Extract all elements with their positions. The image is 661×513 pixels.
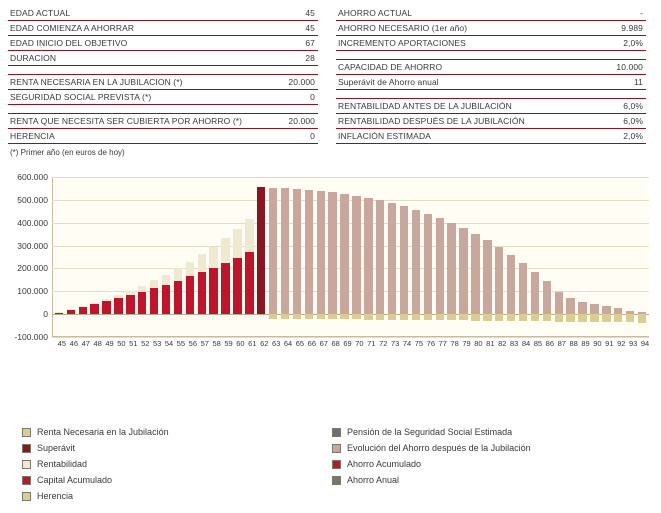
bar-column <box>293 177 301 337</box>
x-tick-label: 90 <box>593 339 602 348</box>
bar-segment <box>424 314 432 320</box>
bar-segment <box>352 196 360 314</box>
table-row <box>8 36 318 51</box>
legend-swatch-icon <box>22 444 31 453</box>
table-spacer <box>336 90 646 99</box>
bar-segment <box>79 307 87 314</box>
bar-segment <box>221 238 229 263</box>
x-tick-label: 56 <box>188 339 198 348</box>
bar-segment <box>412 314 420 320</box>
bar-segment <box>102 299 110 301</box>
x-tick-label: 57 <box>200 339 209 348</box>
y-tick-label: 300.000 <box>17 240 48 251</box>
bar-segment <box>221 263 229 314</box>
bar-column <box>471 177 479 337</box>
x-tick-label: 53 <box>152 339 162 348</box>
bar-column <box>328 177 336 337</box>
bar-segment <box>126 291 134 296</box>
bar-column <box>400 177 408 337</box>
bar-segment <box>79 306 87 307</box>
row-value: 67 <box>245 36 318 51</box>
bar-segment <box>364 198 372 314</box>
x-tick-label: 71 <box>367 339 376 348</box>
bar-column <box>162 177 170 337</box>
row-value: 6,0% <box>563 114 646 129</box>
x-tick-label: 50 <box>117 339 126 348</box>
bar-column <box>447 177 455 337</box>
legend-item <box>332 440 642 456</box>
row-label: AHORRO ACTUAL <box>336 6 563 21</box>
bar-segment <box>519 263 527 314</box>
bar-segment <box>614 314 622 322</box>
bar-segment <box>424 214 432 315</box>
x-tick-label: 58 <box>212 339 221 348</box>
table-row <box>8 114 318 129</box>
legend-label: Ahorro Anual <box>347 475 400 485</box>
x-tick-label: 91 <box>605 339 614 348</box>
x-tick-label: 87 <box>557 339 566 348</box>
bar-column <box>79 177 87 337</box>
bar-segment <box>245 219 253 252</box>
legend-item <box>22 488 332 504</box>
bar-segment <box>566 298 574 314</box>
legend-swatch-icon <box>332 428 341 437</box>
bar-column <box>436 177 444 337</box>
legend-column-right <box>332 424 642 504</box>
bar-segment <box>233 229 241 258</box>
bar-segment <box>626 314 634 322</box>
bar-column <box>519 177 527 337</box>
bar-segment <box>340 194 348 314</box>
x-tick-label: 94 <box>640 339 650 348</box>
x-tick-label: 84 <box>521 339 531 348</box>
bar-segment <box>376 200 384 314</box>
bar-column <box>412 177 420 337</box>
bar-segment <box>590 314 598 322</box>
bar-column <box>317 177 325 337</box>
x-tick-label: 69 <box>343 339 352 348</box>
row-value: 6,0% <box>563 99 646 114</box>
bar-segment <box>269 314 277 319</box>
bar-segment <box>471 314 479 320</box>
row-value: 0 <box>245 129 318 144</box>
legend-item <box>22 472 332 488</box>
row-label: EDAD ACTUAL <box>8 6 245 21</box>
x-tick-label: 66 <box>307 339 317 348</box>
bar-segment <box>471 234 479 314</box>
x-tick-label: 89 <box>581 339 590 348</box>
bar-column <box>376 177 384 337</box>
bar-segment <box>138 292 146 314</box>
bar-segment <box>186 276 194 314</box>
bar-segment <box>67 309 75 314</box>
table-row <box>8 6 318 21</box>
bar-column <box>233 177 241 337</box>
row-label: Superávit de Ahorro anual <box>336 75 563 90</box>
table-row <box>336 75 646 90</box>
bar-column <box>186 177 194 337</box>
legend-swatch-icon <box>22 460 31 469</box>
bar-column <box>55 177 63 337</box>
bar-segment <box>198 272 206 314</box>
bar-segment <box>150 280 158 288</box>
y-tick-label: 0 <box>43 309 48 320</box>
x-tick-label: 75 <box>414 339 424 348</box>
x-tick-label: 61 <box>248 339 257 348</box>
bar-column <box>531 177 539 337</box>
row-label: HERENCIA <box>8 129 245 144</box>
bar-segment <box>340 314 348 319</box>
legend-item <box>332 472 642 488</box>
x-tick-label: 45 <box>57 339 67 348</box>
footnote: (*) Primer año (en euros de hoy) <box>10 148 125 157</box>
table-row <box>336 114 646 129</box>
bar-segment <box>483 240 491 314</box>
legend-label: Renta Necesaria en la Jubilación <box>37 427 169 437</box>
bar-segment <box>352 314 360 319</box>
row-label: RENTA NECESARIA EN LA JUBILACION (*) <box>8 75 245 90</box>
bar-segment <box>364 314 372 319</box>
x-tick-label: 51 <box>129 339 138 348</box>
x-axis-labels <box>53 339 648 351</box>
bar-column <box>495 177 503 337</box>
bar-column <box>281 177 289 337</box>
x-tick-label: 46 <box>69 339 79 348</box>
bar-column <box>126 177 134 337</box>
legend-item <box>22 456 332 472</box>
row-value: 2,0% <box>563 129 646 144</box>
legend-item <box>332 424 642 440</box>
bar-segment <box>317 314 325 319</box>
bar-segment <box>376 314 384 319</box>
bar-column <box>67 177 75 337</box>
bar-column <box>90 177 98 337</box>
bar-segment <box>507 255 515 315</box>
legend-swatch-icon <box>22 492 31 501</box>
row-label: CAPACIDAD DE AHORRO <box>336 60 563 75</box>
bar-segment <box>566 314 574 321</box>
x-tick-label: 72 <box>379 339 388 348</box>
bar-segment <box>257 187 265 314</box>
bar-segment <box>186 262 194 277</box>
bar-segment <box>519 314 527 321</box>
bar-segment <box>400 314 408 320</box>
legend-swatch-icon <box>332 476 341 485</box>
bar-column <box>150 177 158 337</box>
x-tick-label: 59 <box>224 339 233 348</box>
bar-segment <box>233 258 241 314</box>
row-value: 0 <box>245 90 318 105</box>
row-value: 45 <box>245 21 318 36</box>
x-tick-label: 55 <box>176 339 186 348</box>
y-tick-label: 400.000 <box>17 217 48 228</box>
bar-column <box>352 177 360 337</box>
bar-segment <box>412 210 420 314</box>
bar-segment <box>150 288 158 314</box>
x-tick-label: 65 <box>295 339 305 348</box>
bar-segment <box>114 295 122 298</box>
row-label: RENTABILIDAD ANTES DE LA JUBILACIÓN <box>336 99 563 114</box>
bar-column <box>245 177 253 337</box>
bar-column <box>364 177 372 337</box>
row-label: SEGURIDAD SOCIAL PREVISTA (*) <box>8 90 245 105</box>
row-value: 28 <box>245 51 318 66</box>
table-row <box>336 6 646 21</box>
parameters-right-column <box>336 6 646 157</box>
x-tick-label: 79 <box>462 339 471 348</box>
bar-segment <box>198 254 206 272</box>
bar-column <box>602 177 610 337</box>
legend-label: Rentabilidad <box>37 459 88 469</box>
legend-item <box>22 440 332 456</box>
bar-segment <box>305 314 313 319</box>
x-tick-label: 54 <box>164 339 174 348</box>
x-tick-label: 74 <box>402 339 412 348</box>
bar-column <box>114 177 122 337</box>
bar-segment <box>126 295 134 314</box>
bar-column <box>221 177 229 337</box>
bar-column <box>626 177 634 337</box>
x-tick-label: 70 <box>355 339 364 348</box>
x-tick-label: 78 <box>450 339 459 348</box>
table-row <box>336 129 646 144</box>
bar-segment <box>317 191 325 314</box>
legend-swatch-icon <box>22 476 31 485</box>
bar-segment <box>174 281 182 315</box>
x-tick-label: 49 <box>105 339 114 348</box>
row-value: 2,0% <box>563 36 646 51</box>
bar-segment <box>245 252 253 314</box>
table-row <box>8 75 318 90</box>
bar-column <box>198 177 206 337</box>
x-tick-label: 52 <box>141 339 150 348</box>
y-tick-label: 100.000 <box>17 286 48 297</box>
bar-segment <box>495 247 503 314</box>
x-tick-label: 67 <box>319 339 328 348</box>
bar-series <box>53 177 648 337</box>
bar-segment <box>459 314 467 320</box>
table-row <box>8 51 318 66</box>
row-label: EDAD COMIENZA A AHORRAR <box>8 21 245 36</box>
bar-column <box>614 177 622 337</box>
x-tick-label: 68 <box>331 339 340 348</box>
table-row <box>8 21 318 36</box>
x-tick-label: 92 <box>617 339 626 348</box>
retirement-savings-chart <box>0 167 661 372</box>
gridline <box>52 337 649 338</box>
bar-segment <box>138 286 146 292</box>
bar-segment <box>531 314 539 321</box>
legend-swatch-icon <box>332 460 341 469</box>
bar-segment <box>328 314 336 319</box>
y-tick-label: 500.000 <box>17 194 48 205</box>
bar-segment <box>543 281 551 314</box>
table-row <box>336 21 646 36</box>
bar-segment <box>400 206 408 314</box>
legend-label: Evolución del Ahorro después de la Jubilación <box>347 443 531 453</box>
bar-segment <box>531 272 539 315</box>
bar-segment <box>388 314 396 320</box>
row-label: AHORRO NECESARIO (1er año) <box>336 21 563 36</box>
bar-segment <box>555 292 563 314</box>
right-table <box>336 6 646 144</box>
row-value: 11 <box>563 75 646 90</box>
bar-segment <box>388 203 396 314</box>
bar-segment <box>555 314 563 321</box>
x-tick-label: 62 <box>260 339 269 348</box>
legend-item <box>22 424 332 440</box>
bar-segment <box>305 190 313 314</box>
legend-label: Pensión de la Seguridad Social Estimada <box>347 427 513 437</box>
x-tick-label: 82 <box>498 339 507 348</box>
row-value: 9.989 <box>563 21 646 36</box>
x-tick-label: 64 <box>283 339 293 348</box>
bar-column <box>543 177 551 337</box>
bar-segment <box>293 189 301 314</box>
bar-column <box>424 177 432 337</box>
bar-segment <box>638 314 646 322</box>
x-tick-label: 86 <box>545 339 555 348</box>
bar-segment <box>602 314 610 322</box>
row-label: EDAD INICIO DEL OBJETIVO <box>8 36 245 51</box>
bar-segment <box>102 301 110 314</box>
chart-legend <box>22 424 642 504</box>
parameters-left-column <box>8 6 318 157</box>
row-value: 20.000 <box>245 75 318 90</box>
row-value: 45 <box>245 6 318 21</box>
bar-segment <box>447 314 455 320</box>
x-tick-label: 76 <box>426 339 436 348</box>
table-spacer <box>8 105 318 114</box>
legend-label: Ahorro Acumulado <box>347 459 422 469</box>
bar-segment <box>483 314 491 321</box>
legend-column-left <box>22 424 332 504</box>
bar-segment <box>590 304 598 314</box>
row-label: INCREMENTO APORTACIONES <box>336 36 563 51</box>
table-row <box>336 60 646 75</box>
x-tick-label: 48 <box>93 339 102 348</box>
row-value: - <box>563 6 646 21</box>
bar-column <box>174 177 182 337</box>
bar-segment <box>269 188 277 314</box>
bar-column <box>507 177 515 337</box>
bar-segment <box>114 298 122 314</box>
x-tick-label: 77 <box>438 339 447 348</box>
row-label: RENTA QUE NECESITA SER CUBIERTA POR AHORRO (*) <box>8 114 245 129</box>
bar-column <box>102 177 110 337</box>
x-tick-label: 63 <box>271 339 281 348</box>
bar-segment <box>281 188 289 314</box>
y-tick-label: 600.000 <box>17 172 48 182</box>
legend-label: Herencia <box>37 491 74 501</box>
bar-column <box>483 177 491 337</box>
x-tick-label: 73 <box>390 339 400 348</box>
parameters-tables <box>0 0 661 157</box>
bar-segment <box>459 228 467 314</box>
x-tick-label: 60 <box>236 339 245 348</box>
table-row <box>336 36 646 51</box>
row-label: RENTABILIDAD DESPUÉS DE LA JUBILACIÓN <box>336 114 563 129</box>
bar-column <box>590 177 598 337</box>
bar-segment <box>578 302 586 315</box>
bar-column <box>138 177 146 337</box>
bar-column <box>388 177 396 337</box>
x-tick-label: 85 <box>533 339 543 348</box>
bar-column <box>340 177 348 337</box>
x-tick-label: 81 <box>486 339 495 348</box>
bar-segment <box>578 314 586 322</box>
bar-segment <box>602 306 610 314</box>
bar-column <box>566 177 574 337</box>
bar-column <box>578 177 586 337</box>
bar-segment <box>281 314 289 319</box>
bar-column <box>638 177 646 337</box>
bar-segment <box>162 285 170 315</box>
bar-segment <box>90 304 98 314</box>
bar-column <box>257 177 265 337</box>
row-value: 10.000 <box>563 60 646 75</box>
legend-item <box>332 456 642 472</box>
table-row <box>8 129 318 144</box>
bar-segment <box>507 314 515 321</box>
bar-column <box>305 177 313 337</box>
legend-swatch-icon <box>332 444 341 453</box>
x-tick-label: 80 <box>474 339 483 348</box>
bar-segment <box>55 312 63 314</box>
table-spacer <box>8 66 318 75</box>
bar-column <box>269 177 277 337</box>
row-label: INFLACIÓN ESTIMADA <box>336 129 563 144</box>
x-tick-label: 47 <box>81 339 90 348</box>
table-row <box>336 99 646 114</box>
bar-segment <box>543 314 551 321</box>
bar-segment <box>328 192 336 314</box>
bar-column <box>209 177 217 337</box>
legend-label: Superávit <box>37 443 76 453</box>
bar-segment <box>90 303 98 305</box>
bar-column <box>555 177 563 337</box>
bar-segment <box>436 218 444 314</box>
x-tick-label: 93 <box>628 339 638 348</box>
bar-segment <box>293 314 301 319</box>
left-table <box>8 6 318 144</box>
row-label: DURACION <box>8 51 245 66</box>
x-tick-label: 88 <box>569 339 578 348</box>
bar-segment <box>162 275 170 285</box>
row-value: 20.000 <box>245 114 318 129</box>
legend-label: Capital Acumulado <box>37 475 113 485</box>
y-tick-label: 200.000 <box>17 263 48 274</box>
table-spacer <box>336 51 646 60</box>
y-tick-label: -100.000 <box>14 332 48 342</box>
bar-segment <box>174 268 182 280</box>
bar-segment <box>436 314 444 320</box>
bar-segment <box>209 268 217 315</box>
bar-segment <box>447 223 455 314</box>
bar-segment <box>209 247 217 268</box>
x-tick-label: 83 <box>509 339 519 348</box>
legend-swatch-icon <box>22 428 31 437</box>
bar-column <box>459 177 467 337</box>
bar-segment <box>495 314 503 321</box>
table-row <box>8 90 318 105</box>
